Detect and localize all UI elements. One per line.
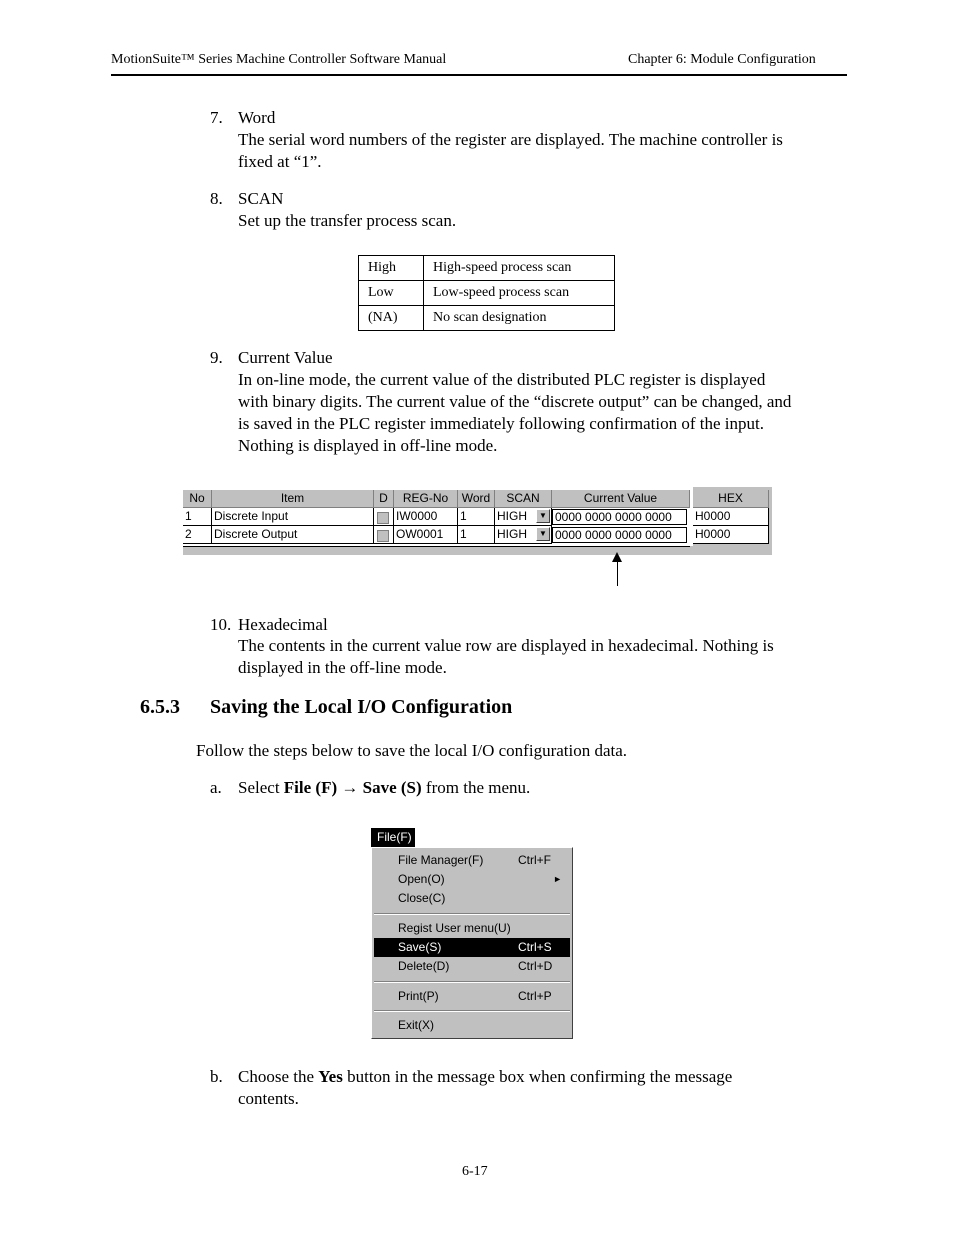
file-menu-title[interactable]: File(F)	[371, 828, 415, 847]
paragraph-line: Nothing is displayed in off-line mode.	[238, 436, 498, 455]
scan-value: HIGH	[497, 509, 527, 523]
cell-item: Discrete Output	[212, 526, 374, 544]
menu-separator	[374, 981, 570, 983]
page-number: 6-17	[462, 1164, 488, 1179]
column-header-no[interactable]: No	[183, 490, 212, 508]
submenu-arrow-icon: ►	[553, 874, 562, 884]
paragraph-line: fixed at “1”.	[238, 152, 322, 171]
menu-item-label: Regist User menu(U)	[398, 921, 511, 935]
cell-word: 1	[458, 526, 495, 544]
table-cell: High	[359, 256, 424, 281]
column-header-d[interactable]: D	[374, 490, 394, 508]
menu-item-label: Exit(X)	[398, 1018, 434, 1032]
menu-item-label: File Manager(F)	[398, 853, 484, 867]
menu-item-close[interactable]	[374, 889, 570, 908]
dropdown-arrow-icon[interactable]: ▼	[536, 509, 550, 523]
step-a-text	[238, 777, 530, 799]
table-row	[359, 281, 615, 306]
column-header-hex[interactable]: HEX	[693, 490, 769, 508]
menu-item-shortcut: Ctrl+P	[518, 989, 552, 1003]
cell-d	[374, 526, 394, 544]
menu-item-shortcut: Ctrl+D	[518, 959, 553, 973]
menu-item-label: Print(P)	[398, 989, 439, 1003]
table-cell: No scan designation	[424, 306, 615, 331]
cell-item: Discrete Input	[212, 508, 374, 526]
column-header-item[interactable]: Item	[212, 490, 374, 508]
section-title: Saving the Local I/O Configuration	[210, 696, 513, 718]
menu-item-print[interactable]	[374, 987, 570, 1006]
item-number: 9.	[210, 348, 223, 367]
running-header-chapter: Chapter 6: Module Configuration	[628, 52, 816, 67]
menu-separator	[374, 1010, 570, 1012]
item-title-word: Word	[238, 108, 276, 127]
menu-item-shortcut: Ctrl+F	[518, 853, 551, 867]
table-cell: (NA)	[359, 306, 424, 331]
menu-item-regist-user-menu[interactable]	[374, 919, 570, 938]
column-header-reg-no[interactable]: REG-No	[394, 490, 458, 508]
scan-options-table	[358, 255, 615, 331]
running-header-title: MotionSuite™ Series Machine Controller Software Manual	[111, 52, 447, 67]
table-row	[359, 256, 615, 281]
io-register-grid	[183, 487, 772, 555]
button-reference: Yes	[318, 1067, 343, 1086]
cell-reg-no: IW0000	[394, 508, 458, 526]
scan-value: HIGH	[497, 527, 527, 541]
d-checkbox[interactable]	[377, 512, 389, 524]
intro-paragraph: Follow the steps below to save the local I/O configuration data.	[196, 741, 628, 760]
grid-body	[183, 487, 690, 547]
step-text: Select	[238, 778, 284, 797]
cell-hex: H0000	[693, 508, 769, 526]
paragraph-line: The serial word numbers of the register are displayed. The machine controller is	[238, 130, 783, 149]
item-number: 8.	[210, 189, 223, 208]
menu-item-label: Save(S)	[398, 940, 442, 954]
cell-hex: H0000	[693, 526, 769, 544]
scan-select[interactable]	[495, 526, 552, 544]
scan-select[interactable]	[495, 508, 552, 526]
paragraph-line: with binary digits. The current value of the “discrete output” can be changed, and	[238, 392, 792, 411]
menu-item-label: Close(C)	[398, 891, 446, 905]
paragraph-line: displayed in the off-line mode.	[238, 658, 447, 677]
header-rule	[111, 74, 847, 76]
cell-reg-no: OW0001	[394, 526, 458, 544]
d-checkbox[interactable]	[377, 530, 389, 542]
menu-item-shortcut: Ctrl+S	[518, 940, 552, 954]
table-cell: Low-speed process scan	[424, 281, 615, 306]
item-title-hexadecimal: Hexadecimal	[238, 615, 328, 634]
menu-reference: File (F)	[283, 778, 338, 797]
pointer-arrow-line	[617, 560, 618, 586]
cell-d	[374, 508, 394, 526]
item-number: 7.	[210, 108, 223, 127]
cell-no: 1	[183, 508, 212, 526]
table-cell: High-speed process scan	[424, 256, 615, 281]
step-letter: b.	[210, 1067, 223, 1086]
menu-item-save[interactable]	[374, 938, 570, 957]
table-cell: Low	[359, 281, 424, 306]
item-title-scan: SCAN	[238, 189, 284, 208]
item-title-current-value: Current Value	[238, 348, 333, 367]
paragraph-line: is saved in the PLC register immediately following confirmation of the input.	[238, 414, 764, 433]
arrow-icon: →	[337, 778, 363, 797]
paragraph-line: Set up the transfer process scan.	[238, 211, 457, 230]
paragraph-line: In on-line mode, the current value of the distributed PLC register is displayed	[238, 370, 766, 389]
menu-item-label: Open(O)	[398, 872, 445, 886]
cell-no: 2	[183, 526, 212, 544]
current-value-input[interactable]: 0000 0000 0000 0000	[552, 509, 687, 525]
section-number: 6.5.3	[140, 696, 180, 718]
menu-item-file-manager[interactable]	[374, 851, 570, 870]
column-header-scan[interactable]: SCAN	[495, 490, 552, 508]
menu-item-open[interactable]	[374, 870, 570, 889]
menu-item-delete[interactable]	[374, 957, 570, 976]
column-header-word[interactable]: Word	[458, 490, 495, 508]
table-row	[359, 306, 615, 331]
dropdown-arrow-icon[interactable]: ▼	[536, 527, 550, 541]
menu-reference: Save (S)	[362, 778, 422, 797]
item-number: 10.	[210, 615, 232, 634]
step-letter: a.	[210, 778, 222, 797]
current-value-input[interactable]: 0000 0000 0000 0000	[552, 527, 687, 543]
step-text: button in the message box when confirming the message	[342, 1067, 733, 1086]
menu-item-label: Delete(D)	[398, 959, 450, 973]
menu-item-exit[interactable]	[374, 1016, 570, 1035]
column-header-current-value[interactable]: Current Value	[552, 490, 690, 508]
step-text: from the menu.	[421, 778, 531, 797]
step-b-text	[238, 1066, 732, 1088]
step-b-text-line2: contents.	[238, 1089, 299, 1108]
menu-separator	[374, 913, 570, 915]
file-menu	[371, 847, 573, 1039]
hex-column	[690, 487, 772, 546]
step-text: Choose the	[238, 1067, 319, 1086]
paragraph-line: The contents in the current value row are displayed in hexadecimal. Nothing is	[238, 636, 774, 655]
cell-word: 1	[458, 508, 495, 526]
